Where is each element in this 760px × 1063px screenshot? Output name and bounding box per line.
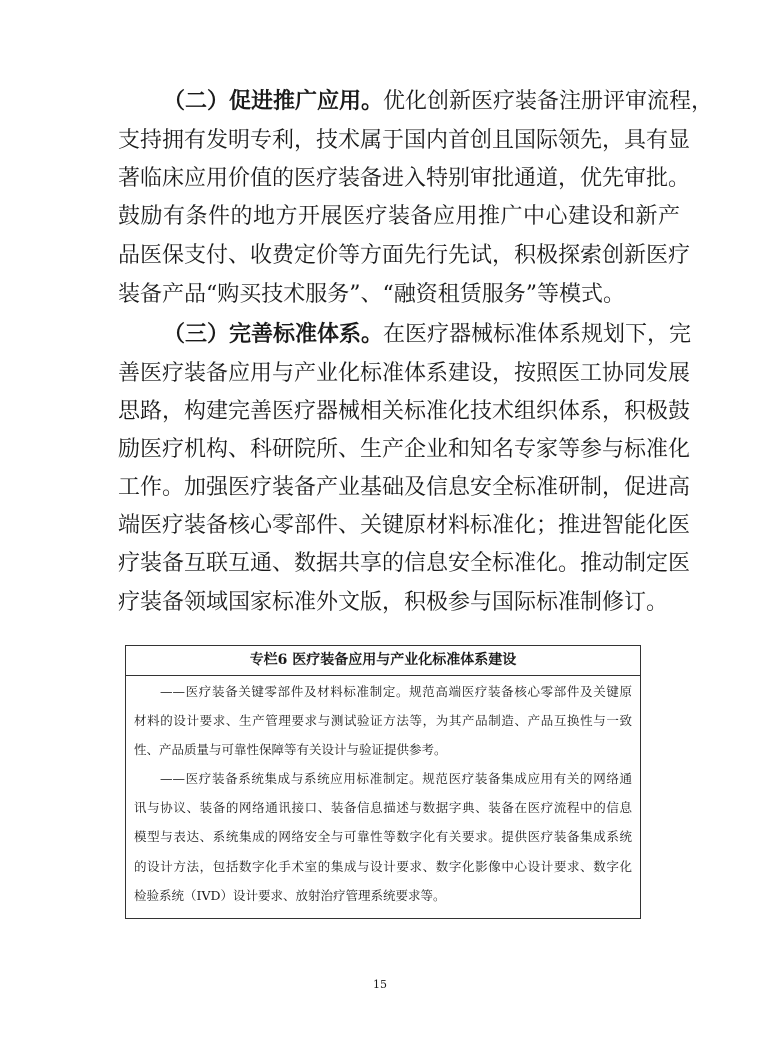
paragraph-line: 著临床应用价值的医疗装备进入特别审批通道，优先审批。 <box>118 166 691 191</box>
box-line: 检验系统（IVD）设计要求、放射治疗管理系统要求等。 <box>134 888 446 903</box>
box-line: ——医疗装备系统集成与系统应用标准制定。规范医疗装备集成应用有关的网络通 <box>160 771 632 786</box>
paragraph-line: 思路，构建完善医疗器械相关标准化技术组织体系，积极鼓 <box>118 399 691 424</box>
paragraph-line: 品医保支付、收费定价等方面先行先试，积极探索创新医疗 <box>118 243 691 268</box>
paragraph-line: 支持拥有发明专利，技术属于国内首创且国际领先，具有显 <box>118 128 691 153</box>
text: 优化创新医疗装备注册评审流程， <box>383 89 714 114</box>
section-heading: （三）完善标准体系。 <box>163 322 384 347</box>
paragraph-line <box>163 88 714 116</box>
paragraph-line: 疗装备领域国家标准外文版，积极参与国际标准制修订。 <box>118 590 669 615</box>
paragraph-line: 鼓励有条件的地方开展医疗装备应用推广中心建设和新产 <box>118 204 680 229</box>
text: 在医疗器械标准体系规划下，完 <box>383 322 692 347</box>
box-line: 性、产品质量与可靠性保障等有关设计与验证提供参考。 <box>134 742 447 757</box>
sidebar-box <box>125 645 641 919</box>
paragraph-line: 工作。加强医疗装备产业基础及信息安全标准研制，促进高 <box>118 475 691 500</box>
paragraph-line <box>163 321 692 349</box>
paragraph-line: 疗装备互联互通、数据共享的信息安全标准化。推动制定医 <box>118 551 691 576</box>
box-line: 材料的设计要求、生产管理要求与测试验证方法等，为其产品制造、产品互换性与一致 <box>134 713 632 728</box>
box-line: ——医疗装备关键零部件及材料标准制定。规范高端医疗装备核心零部件及关键原 <box>160 684 632 699</box>
paragraph-line: 装备产品“购买技术服务”、“融资租赁服务”等模式。 <box>118 282 625 307</box>
section-heading: （二）促进推广应用。 <box>163 89 384 114</box>
paragraph-line: 励医疗机构、科研院所、生产企业和知名专家等参与标准化 <box>118 437 691 462</box>
paragraph-line: 端医疗装备核心零部件、关键原材料标准化；推进智能化医 <box>118 513 691 538</box>
paragraph-line: 善医疗装备应用与产业化标准体系建设，按照医工协同发展 <box>118 361 691 386</box>
box-line: 模型与表达、系统集成的网络安全与可靠性等数字化有关要求。提供医疗装备集成系统 <box>134 829 632 844</box>
box-line: 讯与协议、装备的网络通讯接口、装备信息描述与数据字典、装备在医疗流程中的信息 <box>134 800 632 815</box>
box-title: 专栏6 医疗装备应用与产业化标准体系建设 <box>126 646 640 676</box>
box-line: 的设计方法，包括数字化手术室的集成与设计要求、数字化影像中心设计要求、数字化 <box>134 859 632 874</box>
page-number: 15 <box>373 978 387 991</box>
